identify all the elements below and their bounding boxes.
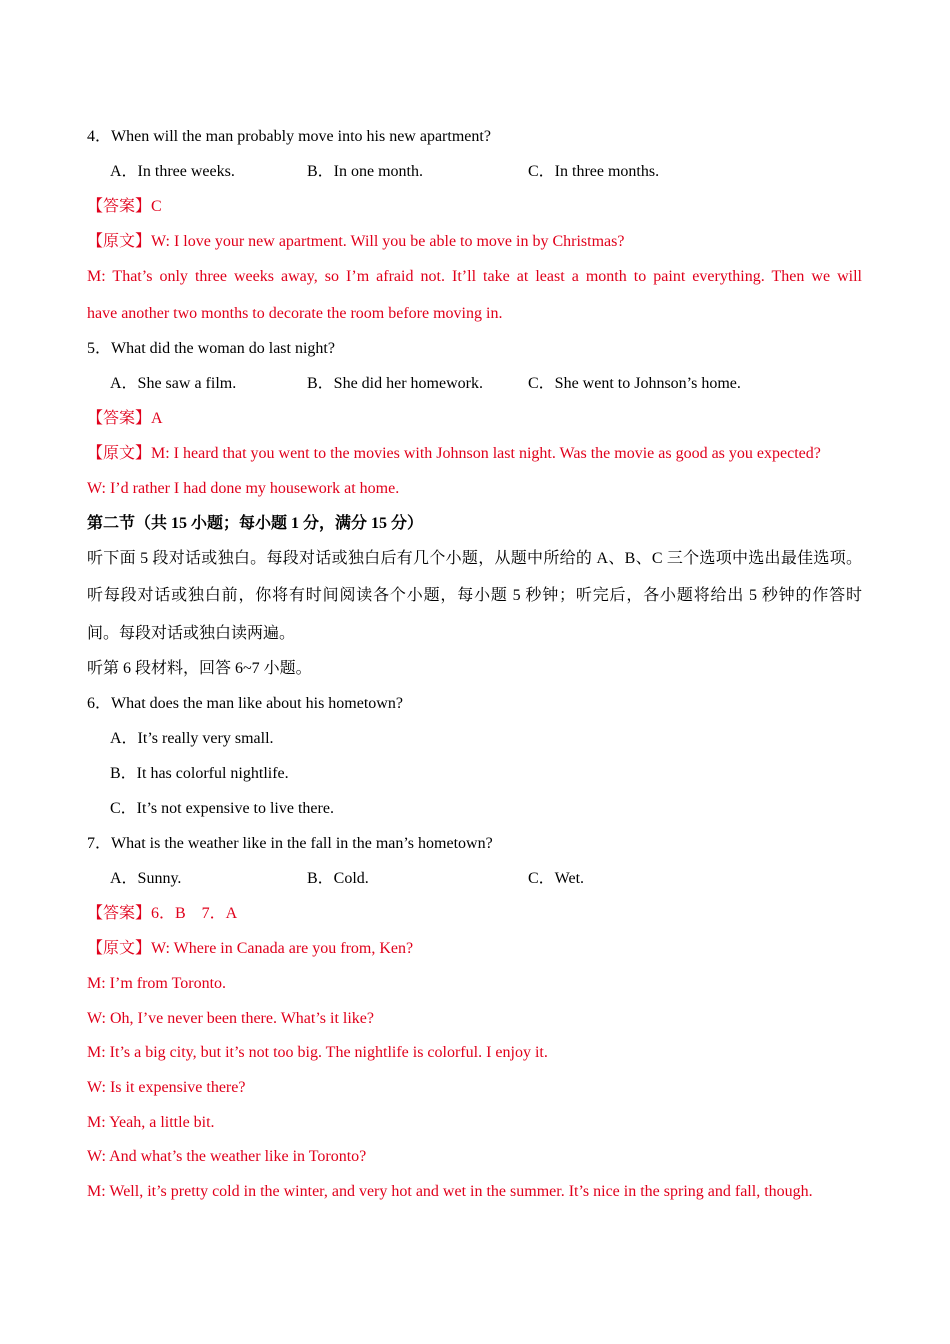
- material-intro: 听第 6 段材料，回答 6~7 小题。: [87, 660, 312, 677]
- q6-option-a: A．It’s really very small.: [110, 730, 274, 747]
- q4-script-line-1: 【原文】W: I love your new apartment. Will you be able to move in by Christmas?: [87, 233, 625, 250]
- script-line: M: It’s a big city, but it’s not too big. The nightlife is colorful. I enjoy it.: [87, 1044, 548, 1061]
- question-number: 7．: [87, 835, 112, 852]
- q4-option-a: A．In three weeks.: [110, 163, 235, 180]
- q6-option-c: C．It’s not expensive to live there.: [110, 800, 334, 817]
- question-text: What is the weather like in the fall in the man’s hometown?: [111, 835, 493, 852]
- q5-script-line-2: W: I’d rather I had done my housework at home.: [87, 480, 400, 497]
- q5-script-line-1: 【原文】M: I heard that you went to the movies with Johnson last night. Was the movie as good as you expected?: [87, 445, 821, 462]
- instructions-line-3: 间。每段对话或独白读两遍。: [87, 625, 296, 642]
- section-heading: 第二节（共 15 小题；每小题 1 分，满分 15 分）: [87, 515, 424, 532]
- question-number: 4．: [87, 128, 112, 145]
- script-line: M: I’m from Toronto.: [87, 975, 227, 992]
- q5-option-a: A．She saw a film.: [110, 375, 237, 392]
- question-4: [87, 127, 491, 147]
- instructions-line-2: [87, 586, 862, 606]
- q6-option-b: B．It has colorful nightlife.: [110, 765, 289, 782]
- q7-option-b: B．Cold.: [307, 870, 369, 887]
- question-5: [87, 339, 335, 359]
- q5-option-c: C．She went to Johnson’s home.: [528, 375, 741, 392]
- q4-option-c: C．In three months.: [528, 163, 660, 180]
- question-7: [87, 834, 493, 854]
- q5-option-b: B．She did her homework.: [307, 375, 483, 392]
- q4-option-b: B．In one month.: [307, 163, 423, 180]
- question-6: [87, 694, 403, 714]
- question-text: What does the man like about his hometown?: [111, 695, 403, 712]
- q4-script-line-3: have another two months to decorate the room before moving in.: [87, 305, 503, 322]
- instructions-line-1: [87, 549, 862, 569]
- script-line: W: Is it expensive there?: [87, 1079, 246, 1096]
- question-text: What did the woman do last night?: [111, 340, 335, 357]
- script-line: W: And what’s the weather like in Toronto?: [87, 1148, 367, 1165]
- q5-answer: 【答案】A: [87, 410, 163, 427]
- answers-6-7: 【答案】6．B 7．A: [87, 905, 238, 922]
- q4-script-line-2-text: M: That’s only three weeks away, so I’m afraid not. It’ll take at least a month to paint everything. Then we will: [87, 268, 862, 285]
- question-number: 6．: [87, 695, 112, 712]
- script-line: M: Yeah, a little bit.: [87, 1114, 215, 1131]
- q7-option-c: C．Wet.: [528, 870, 585, 887]
- q7-option-a: A．Sunny.: [110, 870, 182, 887]
- q4-script-line-2: [87, 267, 862, 287]
- instructions-line-2-text: 听每段对话或独白前，你将有时间阅读各个小题，每小题 5 秒钟；听完后，各小题将给出 5 秒钟的作答时: [87, 587, 862, 604]
- script-line: W: Oh, I’ve never been there. What’s it like?: [87, 1010, 374, 1027]
- question-number: 5．: [87, 340, 112, 357]
- question-text: When will the man probably move into his new apartment?: [111, 128, 491, 145]
- script-line: M: Well, it’s pretty cold in the winter, and very hot and wet in the summer. It’s nice in the spring and fall, though.: [87, 1183, 813, 1200]
- instructions-line-1-text: 听下面 5 段对话或独白。每段对话或独白后有几个小题，从题中所给的 A、B、C 三个选项中选出最佳选项。: [87, 550, 862, 567]
- script-line: 【原文】W: Where in Canada are you from, Ken?: [87, 940, 414, 957]
- q4-answer: 【答案】C: [87, 198, 162, 215]
